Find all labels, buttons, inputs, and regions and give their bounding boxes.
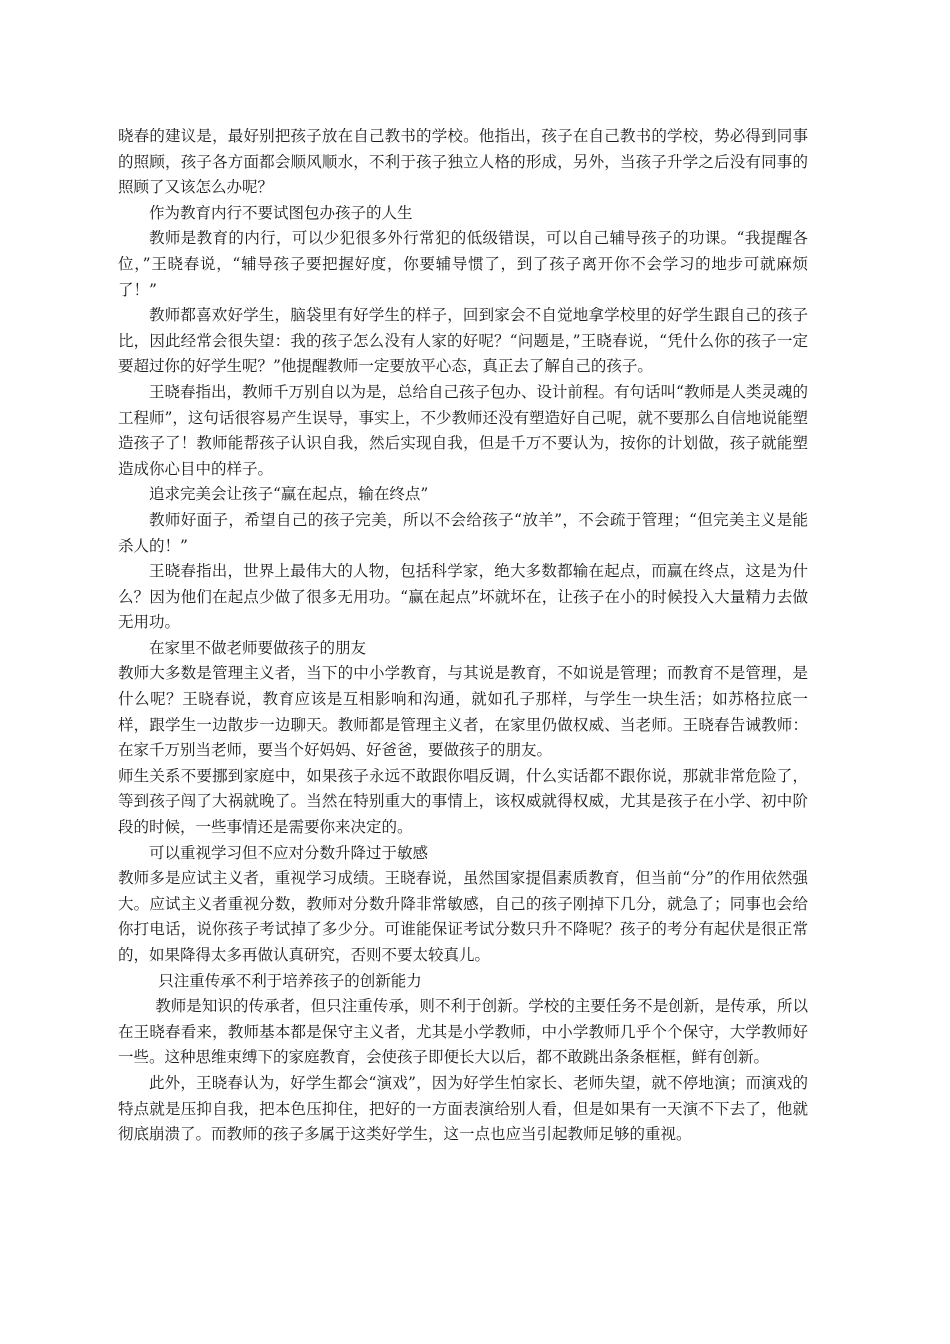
section-heading: 追求完美会让孩子“赢在起点，输在终点” [149,485,429,504]
paragraph: 王晓春指出，教师千万别自以为是，总给自己孩子包办、设计前程。有句话叫“教师是人类灵魂的工程师”，这句话很容易产生误导，事实上，不少教师还没有塑造好自己呢，就不要那么自信地说能塑造孩子了！教师能帮孩子认识自我，然后实现自我，但是千万不要认为，按你的计划做，孩子就能塑造成你心目中的样子。 [118,382,808,478]
paragraph: 师生关系不要挪到家庭中，如果孩子永远不敢跟你唱反调，什么实话都不跟你说，那就非常危险了，等到孩子闯了大祸就晚了。当然在特别重大的事情上，该权威就得权威，尤其是孩子在小学、初中阶段的时候，一些事情还是需要你来决定的。 [118,766,808,837]
paragraph: 此外，王晓春认为，好学生都会“演戏”，因为好学生怕家长、老师失望，就不停地演；而演戏的特点就是压抑自我，把本色压抑住，把好的一方面表演给别人看，但是如果有一天演不下去了，他就彻底崩溃了。而教师的孩子多属于这类好学生，这一点也应当引起教师足够的重视。 [118,1073,808,1144]
paragraph: 教师是知识的传承者，但只注重传承，则不利于创新。学校的主要任务不是创新，是传承，所以在王晓春看来，教师基本都是保守主义者，尤其是小学教师，中小学教师几乎个个保守，大学教师好一些。这种思维束缚下的家庭教育，会使孩子即便长大以后，都不敢跳出条条框框，鲜有创新。 [118,997,808,1067]
paragraph: 教师大多数是管理主义者，当下的中小学教育，与其说是教育，不如说是管理；而教育不是管理，是什么呢？王晓春说，教育应该是互相影响和沟通，就如孔子那样，与学生一块生活；如苏格拉底一样，跟学生一边散步一边聊天。教师都是管理主义者，在家里仍做权威、当老师。王晓春告诫教师：在家千万别当老师，要当个好妈妈、好爸爸，要做孩子的朋友。 [118,664,808,760]
section-heading: 作为教育内行不要试图包办孩子的人生 [149,203,413,222]
paragraph: 教师都喜欢好学生，脑袋里有好学生的样子，回到家会不自觉地拿学校里的好学生跟自己的孩子比，因此经常会很失望：我的孩子怎么没有人家的好呢？“问题是，”王晓春说，“凭什么你的孩子一定要超过你的好学生呢？”他提醒教师一定要放平心态，真正去了解自己的孩子。 [118,306,808,376]
paragraph: 王晓春指出，世界上最伟大的人物，包括科学家，绝大多数都输在起点，而赢在终点，这是为什么？因为他们在起点少做了很多无用功。“赢在起点”坏就坏在，让孩子在小的时候投入大量精力去做无用功。 [118,562,808,632]
paragraph: 教师是教育的内行，可以少犯很多外行常犯的低级错误，可以自己辅导孩子的功课。“我提醒各位，”王晓春说，“辅导孩子要把握好度，你要辅导惯了，到了孩子离开你不会学习的地步可就麻烦了！” [118,229,808,299]
paragraph: 教师好面子，希望自己的孩子完美，所以不会给孩子“放羊”，不会疏于管理；“但完美主义是能杀人的！” [118,510,808,555]
paragraph-intro: 晓春的建议是，最好别把孩子放在自己教书的学校。他指出，孩子在自己教书的学校，势必得到同事的照顾，孩子各方面都会顺风顺水，不利于孩子独立人格的形成，另外，当孩子升学之后没有同事的照顾了又该怎么办呢？ [118,127,808,197]
paragraph: 教师多是应试主义者，重视学习成绩。王晓春说，虽然国家提倡素质教育，但当前“分”的作用依然强大。应试主义者重视分数，教师对分数升降非常敏感，自己的孩子刚掉下几分，就急了；同事也会给你打电话，说你孩子考试掉了多少分。可谁能保证考试分数只升不降呢？孩子的考分有起伏是很正常的，如果降得太多再做认真研究，否则不要太较真儿。 [118,869,808,964]
section-heading: 可以重视学习但不应对分数升降过于敏感 [149,843,429,862]
article-body [118,124,808,1148]
section-heading: 在家里不做老师要做孩子的朋友 [149,638,367,657]
section-heading: 只注重传承不利于培养孩子的创新能力 [158,971,422,990]
